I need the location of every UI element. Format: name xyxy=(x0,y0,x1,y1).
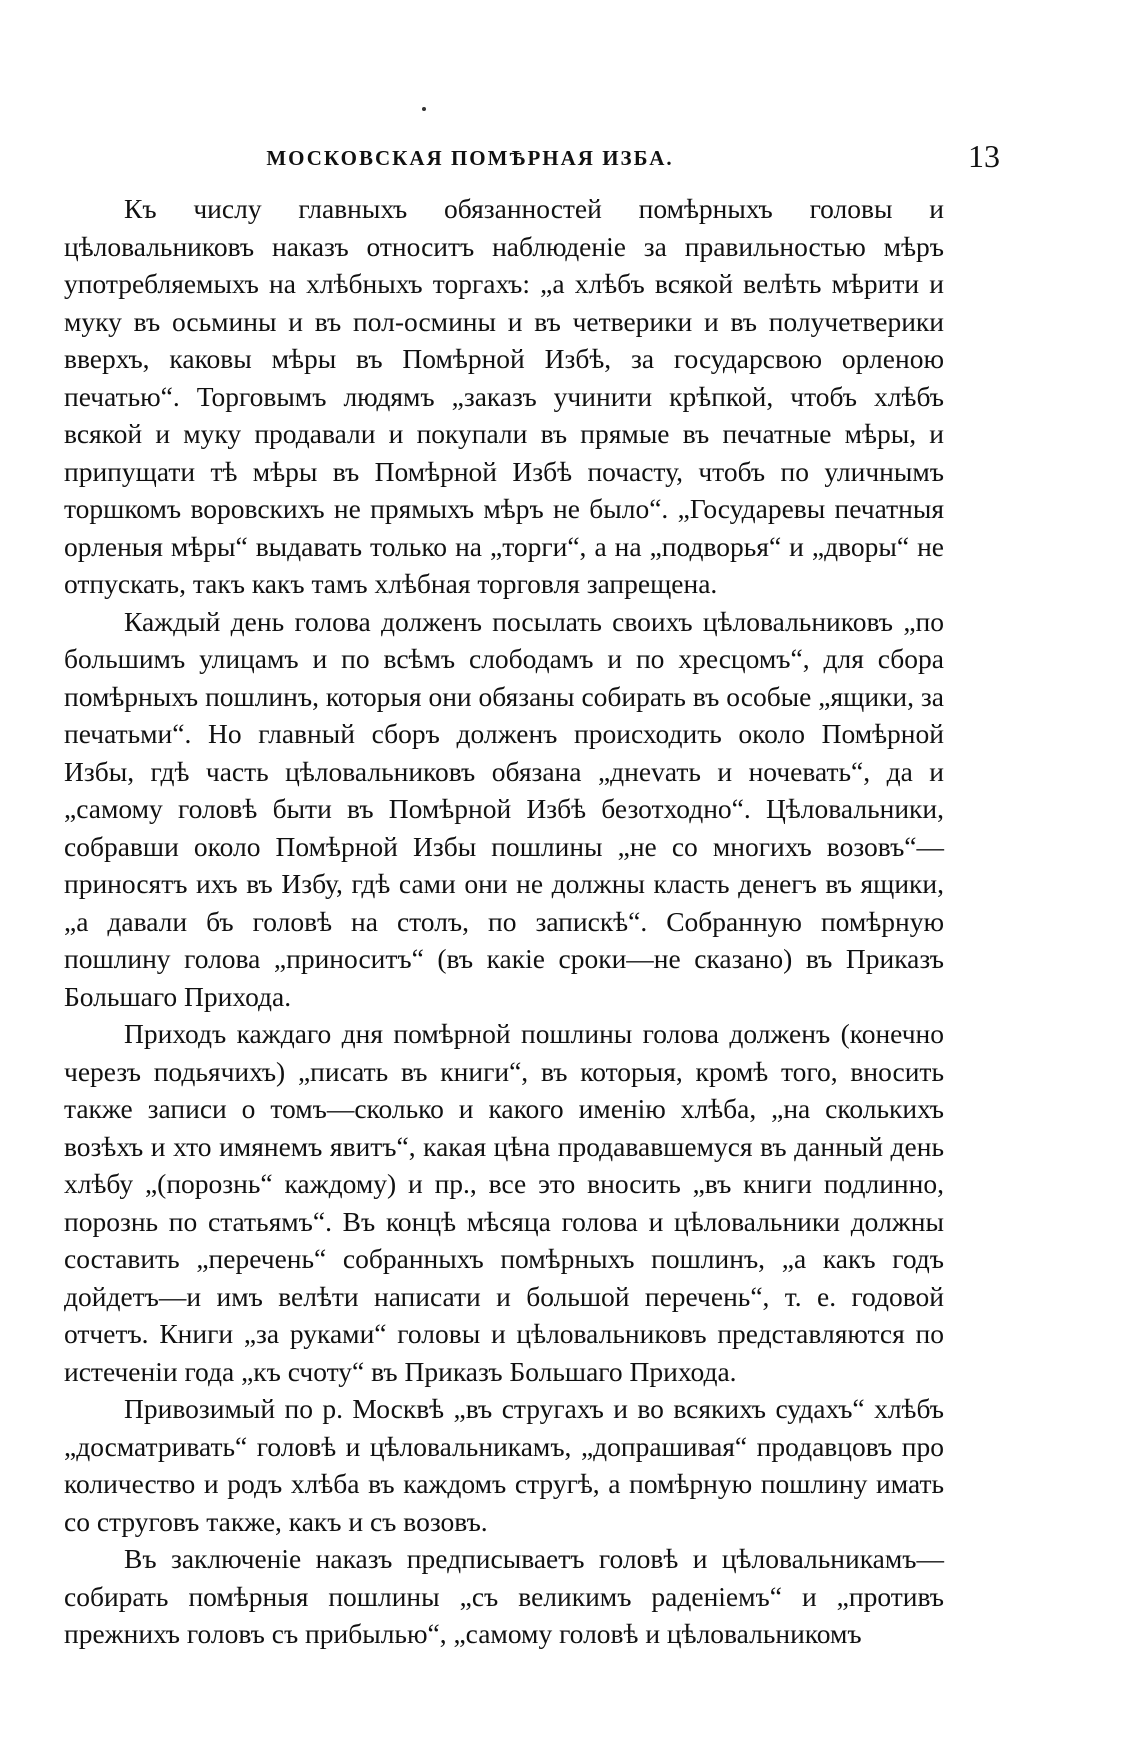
body-text xyxy=(64,190,944,1653)
running-title: МОСКОВСКАЯ ПОМѢРНАЯ ИЗБА. xyxy=(266,146,674,170)
paragraph: Приходъ каждаго дня помѣрной пошлины голова долженъ (конечно черезъ подьячихъ) „писать въ книги“, въ которыя, кромѣ того, вносить также записи о томъ—сколько и какого именію хлѣба, „на сколькихъ возѣхъ и хто имянемъ явитъ“, какая цѣна продававшемуся въ данный день хлѣбу „(порознь“ каждому) и пр., все это вносить „въ книги подлинно, порознь по статьямъ“. Въ концѣ мѣсяца голова и цѣловальники должны составить „перечень“ собранныхъ помѣрныхъ пошлинъ, „а какъ годъ дойдетъ—и имъ велѣти написати и большой перечень“, т. е. годовой отчетъ. Книги „за руками“ головы и цѣловальниковъ представляются по истеченіи года „къ счоту“ въ Приказъ Большаго Прихода. xyxy=(64,1018,944,1387)
paragraph: Каждый день голова долженъ посылать своихъ цѣловальниковъ „по большимъ улицамъ и по всѣмъ слободамъ и по хресцомъ“, для сбора помѣрныхъ пошлинъ, которыя они обязаны собирать въ особые „ящики, за печатьми“. Но главный сборъ долженъ происходить около Помѣрной Избы, гдѣ часть цѣловальниковъ обязана „днevать и ночевать“, да и „самому головѣ быти въ Помѣрной Избѣ безотходно“. Цѣловальники, собравши около Помѣрной Избы пошлины „не со многихъ возовъ“—приносятъ ихъ въ Избу, гдѣ сами они не должны класть денегъ въ ящики, „а давали бъ головѣ на столъ, по запискѣ“. Собранную помѣрную пошлину голова „приноситъ“ (въ какіе сроки—не сказано) въ Приказъ Большаго Прихода. xyxy=(64,605,944,1012)
print-speck xyxy=(422,107,426,111)
paragraph: Къ числу главныхъ обязанностей помѣрныхъ головы и цѣловальниковъ наказъ относитъ наблюденіе за правильностью мѣръ употребляемыхъ на хлѣбныхъ торгахъ: „а хлѣбъ всякой велѣть мѣрити и муку въ осьмины и въ пол-осмины и въ четверики и въ получетверики вверхъ, каковы мѣры въ Помѣрной Избѣ, за государсвою орленою печатью“. Торговымъ людямъ „заказъ учинити крѣпкой, чтобъ хлѣбъ всякой и муку продавали и покупали въ прямые въ печатные мѣры, и припущати тѣ мѣры въ Помѣрной Избѣ почасту, чтобъ по уличнымъ торшкомъ воровскихъ не прямыхъ мѣръ не было“. „Государевы печатныя орленыя мѣры“ выдавать только на „торги“, а на „подворья“ и „дворы“ не отпускать, такъ какъ тамъ хлѣбная торговля запрещена. xyxy=(64,193,944,599)
paragraph: Привозимый по р. Москвѣ „въ стругахъ и во всякихъ судахъ“ хлѣбъ „досматривать“ головѣ и цѣловальникамъ, „допрашивая“ продавцовъ про количество и родъ хлѣба въ каждомъ стругѣ, а помѣрную пошлину имать со струговъ также, какъ и съ возовъ. xyxy=(64,1393,944,1537)
page-number: 13 xyxy=(968,138,1000,174)
running-header xyxy=(60,138,1060,178)
paragraph: Въ заключеніе наказъ предписываетъ головѣ и цѣловальникамъ—собирать помѣрныя пошлины „съ великимъ раденіемъ“ и „противъ прежнихъ головъ съ прибылью“, „самому головѣ и цѣловальникомъ xyxy=(64,1543,944,1649)
